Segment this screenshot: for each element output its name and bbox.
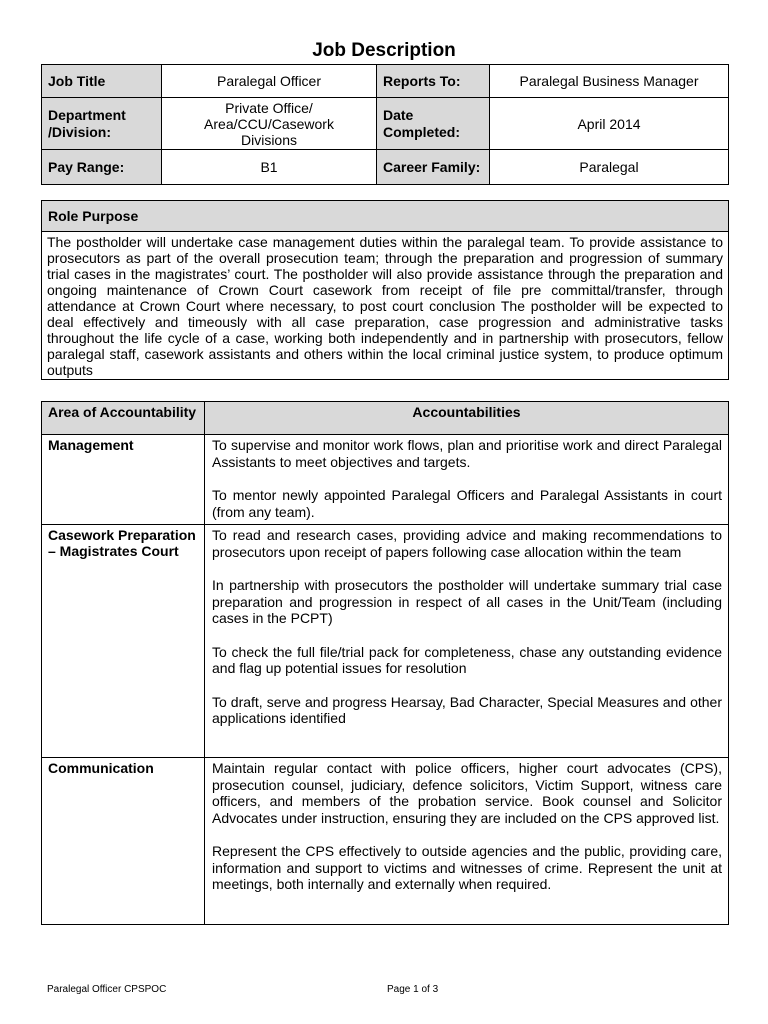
accountability-item: To check the full file/trial pack for completeness, chase any outstanding evidence and flag up potential issues for resolution bbox=[212, 643, 722, 676]
accountabilities-casework-preparation bbox=[205, 525, 729, 758]
footer-document-name: Paralegal Officer CPSPOC bbox=[47, 984, 167, 995]
page-title: Job Description bbox=[312, 40, 456, 61]
department-label: Department /Division: bbox=[42, 98, 162, 150]
role-purpose-text: The postholder will undertake case management duties within the paralegal team. To provide assistance to prosecutors as part of the overall prosecution team; through the preparation and progression of summary trial cases in the magistrates’ court. The postholder will also provide assistance through the preparation and ongoing maintenance of Crown Court casework from receipt of file pre committal/transfer, through attendance at Crown Court where necessary, to post court conclusion The postholder will be expected to deal effectively and timeously with all case preparation, case progression and administrative tasks throughout the life cycle of a case, working both independently and in partnership with prosecutors, fellow paralegal staff, casework assistants and others within the local criminal justice system, to produce optimum outputs bbox=[42, 232, 729, 380]
area-casework-preparation: Casework Preparation – Magistrates Court bbox=[42, 525, 205, 758]
department-value: Private Office/ Area/CCU/Casework Divisions bbox=[162, 98, 377, 150]
pay-range-row bbox=[42, 150, 729, 185]
area-of-accountability-header: Area of Accountability bbox=[42, 402, 205, 435]
role-purpose-heading: Role Purpose bbox=[42, 201, 729, 232]
table-row bbox=[42, 435, 729, 525]
accountability-item: To draft, serve and progress Hearsay, Bad Character, Special Measures and other applications identified bbox=[212, 693, 722, 726]
career-family-label: Career Family: bbox=[377, 150, 490, 185]
date-completed-value: April 2014 bbox=[490, 98, 729, 150]
role-purpose-table bbox=[41, 200, 729, 380]
accountabilities-management bbox=[205, 435, 729, 525]
job-title-row bbox=[42, 65, 729, 98]
job-title-value: Paralegal Officer bbox=[162, 65, 377, 98]
job-details-table bbox=[41, 64, 729, 185]
accountability-item: To supervise and monitor work flows, plan and prioritise work and direct Paralegal Assistants to meet objectives and targets. bbox=[212, 437, 722, 470]
reports-to-label: Reports To: bbox=[377, 65, 490, 98]
accountabilities-header: Accountabilities bbox=[205, 402, 729, 435]
table-row bbox=[42, 758, 729, 925]
pay-range-value: B1 bbox=[162, 150, 377, 185]
accountability-item: To mentor newly appointed Paralegal Officers and Paralegal Assistants in court (from any team). bbox=[212, 487, 722, 520]
department-row bbox=[42, 98, 729, 150]
pay-range-label: Pay Range: bbox=[42, 150, 162, 185]
accountability-item: Represent the CPS effectively to outside agencies and the public, providing care, information and support to victims and witnesses of crime. Represent the unit at meetings, both internally and externally when required. bbox=[212, 843, 722, 892]
reports-to-value: Paralegal Business Manager bbox=[490, 65, 729, 98]
area-communication: Communication bbox=[42, 758, 205, 925]
date-completed-label: Date Completed: bbox=[377, 98, 490, 150]
accountabilities-communication bbox=[205, 758, 729, 925]
footer-page-number: Page 1 of 3 bbox=[387, 984, 439, 995]
career-family-value: Paralegal bbox=[490, 150, 729, 185]
accountability-item: Maintain regular contact with police officers, higher court advocates (CPS), prosecution counsel, judiciary, defence solicitors, Victim Support, witness care officers, and members of the probation service. Book counsel and Solicitor Advocates under instruction, ensuring they are included on the CPS approved list. bbox=[212, 760, 722, 826]
job-title-label: Job Title bbox=[42, 65, 162, 98]
accountabilities-table bbox=[41, 401, 729, 925]
table-row bbox=[42, 525, 729, 758]
accountability-item: To read and research cases, providing advice and making recommendations to prosecutors upon receipt of papers following case allocation within the team bbox=[212, 527, 722, 560]
area-management: Management bbox=[42, 435, 205, 525]
accountability-item: In partnership with prosecutors the postholder will undertake summary trial case preparation and progression in respect of all cases in the Unit/Team (including cases in the PCPT) bbox=[212, 577, 722, 626]
